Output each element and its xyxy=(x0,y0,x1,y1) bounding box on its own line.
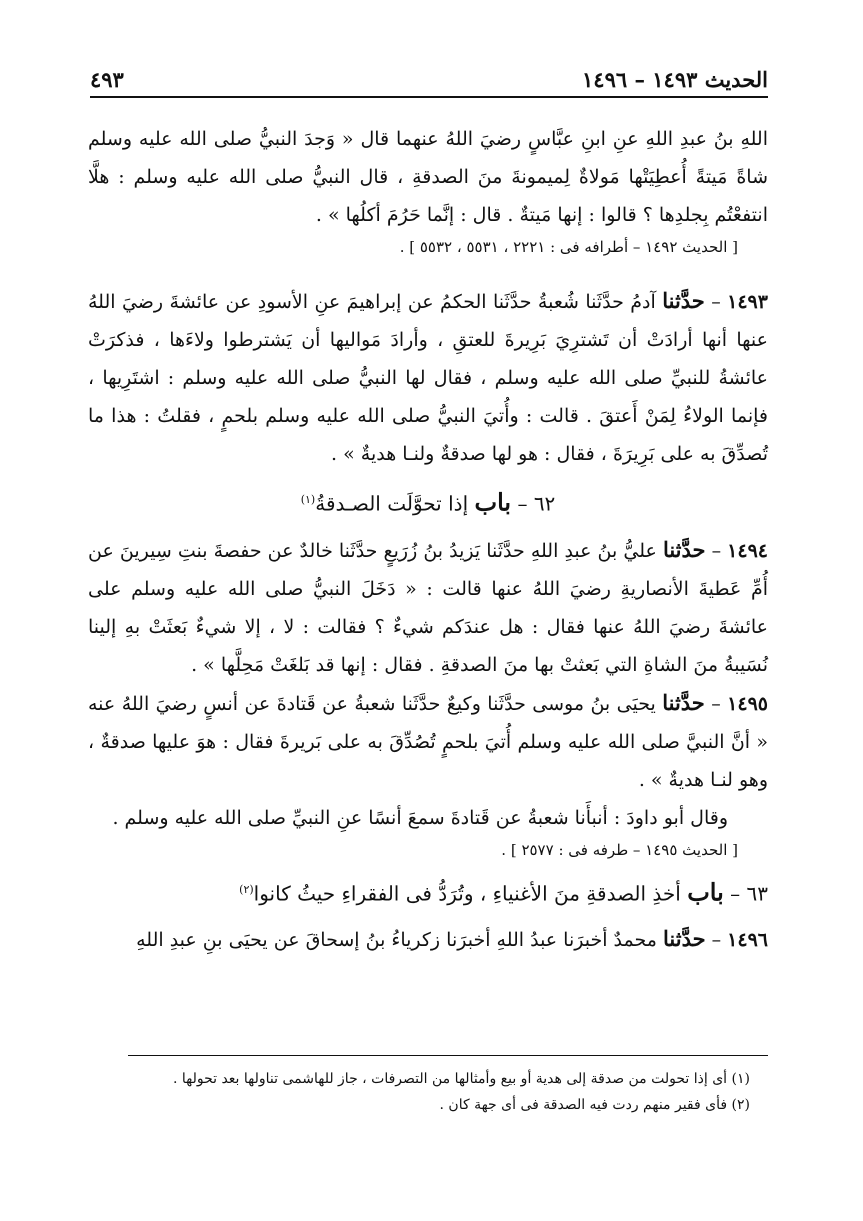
running-header xyxy=(90,62,768,98)
chapter-heading: ٦٣ – باب أخذِ الصدقةِ منَ الأغنياءِ ، وتُرَدُّ فى الفقراءِ حيثُ كانوا$^{(٢)}$ xyxy=(239,877,768,907)
chapter-keyword: باب xyxy=(687,877,724,907)
reference-line: [ الحديث ١٤٩٥ – طرفه فى : ٢٥٧٧ ] . xyxy=(501,840,738,859)
header-title: الحديث ١٤٩٣ – ١٤٩٦ xyxy=(582,67,768,92)
paragraph: وقال أبو داودَ : أنبأَنا شعبةُ عن قَتادةَ سمعَ أنسًا عنِ النبيِّ صلى الله عليه وسلم . xyxy=(112,806,728,829)
chapter-number: ٦٢ xyxy=(533,491,556,516)
hadith-number: ١٤٩٥ xyxy=(727,692,768,715)
hadith-text: يحيَى بنُ موسى حدَّثَنا وكيعٌ حدَّثَنا شعبةُ عن قَتادةَ عن أنسٍ رضيَ اللهُ عنه « أنَّ النبيَّ صلى الله عليه وسلم أُتيَ بلحمٍ تُصُدِّقَ به على بَريرةَ فقال : هوَ عليها صدقةٌ ، وهو لنـا هديةٌ » . xyxy=(88,692,768,791)
chapter-number: ٦٣ xyxy=(746,881,768,906)
footnotes xyxy=(128,1055,768,1118)
page-body xyxy=(88,120,768,959)
footnote-marker: (٢) xyxy=(239,882,254,896)
footnote: (١) أى إذا تحولت من صدقة إلى هدية أو بيع وأمثالها من التصرفات ، جاز للهاشمى تناولها بعد تحولها . xyxy=(172,1071,750,1087)
hadith-text: آدمُ حدَّثَنا شُعبةُ حدَّثَنا الحكمُ عن إبراهيمَ عنِ الأسودِ عن عائشةَ رضيَ اللهُ عنها أنها أرادَتْ أن تَشترِيَ بَرِيرةَ للعتقِ ، وأرادَ مَواليها أن يَشترطوا ولاءَها ، فذكرَتْ عائشةُ للنبيِّ صلى الله عليه وسلم ، فقال لها النبيُّ صلى الله عليه وسلم : اشتَرِيها ، فإنما الولاءُ لِمَنْ أَعتقَ . قالت : وأُتيَ النبيُّ صلى الله عليه وسلم بلحمٍ ، فقلتُ : هذا ما تُصدِّقَ به على بَرِيرَةَ ، فقال : هو لها صدقةٌ ولنـا هديةٌ » . xyxy=(88,291,768,465)
hadith-keyword: حدَّثنا xyxy=(662,926,706,952)
spacer xyxy=(88,260,768,282)
hadith-text: محمدٌ أخبرَنا عبدُ اللهِ أخبرَنا زكرياءُ بنُ إسحاقَ عن يحيَى بنِ عبدِ اللهِ xyxy=(136,929,657,952)
hadith-paragraph: ١٤٩٣ – حدَّثنا آدمُ حدَّثَنا شُعبةُ حدَّثَنا الحكمُ عن إبراهيمَ عنِ الأسودِ عن عائشةَ رضيَ اللهُ عنها أنها أرادَتْ أن تَشترِيَ بَرِيرةَ للعتقِ ، وأرادَ مَواليها أن يَشترطوا ولاءَها ، فذكرَتْ عائشةُ للنبيِّ صلى الله عليه وسلم ، فقال لها النبيُّ صلى الله عليه وسلم : اشتَرِيها ، فإنما الولاءُ لِمَنْ أَعتقَ . قالت : وأُتيَ النبيُّ صلى الله عليه وسلم بلحمٍ ، فقلتُ : هذا ما تُصدِّقَ به على بَرِيرَةَ ، فقال : هو لها صدقةٌ ولنـا هديةٌ » . xyxy=(88,288,768,465)
hadith-keyword: حدَّثنا xyxy=(662,689,705,715)
footnote: (٢) فأى فقير منهم ردت فيه الصدقة فى أى جهة كان . xyxy=(439,1097,750,1113)
chapter-title: أخذِ الصدقةِ منَ الأغنياءِ ، وتُرَدُّ فى الفقراءِ حيثُ كانوا xyxy=(253,881,681,906)
reference-line: [ الحديث ١٤٩٢ – أطرافه فى : ٢٢٢١ ، ٥٥٣١ ، ٥٥٣٢ ] . xyxy=(399,238,738,256)
chapter-keyword: باب xyxy=(474,487,512,517)
chapter-heading: ٦٢ – باب إذا تحوَّلَت الصـدقةُ$^{(١)}$ xyxy=(300,487,556,517)
hadith-paragraph: ١٤٩٥ – حدَّثنا يحيَى بنُ موسى حدَّثَنا وكيعٌ حدَّثَنا شعبةُ عن قَتادةَ عن أنسٍ رضيَ اللهُ عنه « أنَّ النبيَّ صلى الله عليه وسلم أُتيَ بلحمٍ تُصُدِّقَ به على بَريرةَ فقال : هوَ عليها صدقةٌ ، وهو لنـا هديةٌ » . xyxy=(88,689,768,791)
chapter-title: إذا تحوَّلَت الصـدقةُ xyxy=(315,491,469,516)
hadith-paragraph: ١٤٩٦ – حدَّثنا محمدٌ أخبرَنا عبدُ اللهِ أخبرَنا زكرياءُ بنُ إسحاقَ عن يحيَى بنِ عبدِ اللهِ xyxy=(136,926,768,952)
page-number: ٤٩٣ xyxy=(90,67,124,92)
footnote-marker: (١) xyxy=(300,493,316,506)
hadith-text: عليُّ بنُ عبدِ اللهِ حدَّثَنا يَزيدُ بنُ زُرَيعٍ حدَّثَنا خالدٌ عن حفصةَ بنتِ سِيرينَ عن أُمِّ عَطيةَ الأنصاريةِ رضيَ اللهُ عنها قالت : « دَخَلَ النبيُّ صلى الله عليه وسلم على عائشةَ رضيَ اللهُ عنها فقال : هل عندَكم شيءٌ ؟ فقالت : لا ، إلا شيءٌ بَعثَتْ بهِ إلينا نُسَيبةُ منَ الشاةِ التي بَعثتْ بها منَ الصدقةِ . فقال : إنها قد بَلغَتْ مَحِلَّها » . xyxy=(88,539,768,676)
hadith-number: ١٤٩٣ xyxy=(727,291,768,313)
paragraph: اللهِ بنُ عبدِ اللهِ عنِ ابنِ عبَّاسٍ رضيَ اللهُ عنهما قال « وَجدَ النبيُّ صلى الله عليه وسلم شاةً مَيتةً أُعطِيَتْها مَولاةٌ لِميمونةَ منَ الصدقةِ ، قال النبيُّ صلى الله عليه وسلم : هلَّا انتفعْتُم بِجلدِها ؟ قالوا : إنها مَيتةٌ . قال : إنَّما حَرُمَ أكلُها » . xyxy=(88,128,768,226)
hadith-keyword: حدَّثنا xyxy=(662,288,705,313)
hadith-paragraph: ١٤٩٤ – حدَّثنا عليُّ بنُ عبدِ اللهِ حدَّثَنا يَزيدُ بنُ زُرَيعٍ حدَّثَنا خالدٌ عن حفصةَ بنتِ سِيرينَ عن أُمِّ عَطيةَ الأنصاريةِ رضيَ اللهُ عنها قالت : « دَخَلَ النبيُّ صلى الله عليه وسلم على عائشةَ رضيَ اللهُ عنها فقال : هل عندَكم شيءٌ ؟ فقالت : لا ، إلا شيءٌ بَعثَتْ بهِ إلينا نُسَيبةُ منَ الشاةِ التي بَعثتْ بها منَ الصدقةِ . فقال : إنها قد بَلغَتْ مَحِلَّها » . xyxy=(88,536,768,676)
hadith-number: ١٤٩٤ xyxy=(727,539,768,562)
hadith-keyword: حدَّثنا xyxy=(662,536,706,562)
hadith-number: ١٤٩٦ xyxy=(727,929,768,952)
